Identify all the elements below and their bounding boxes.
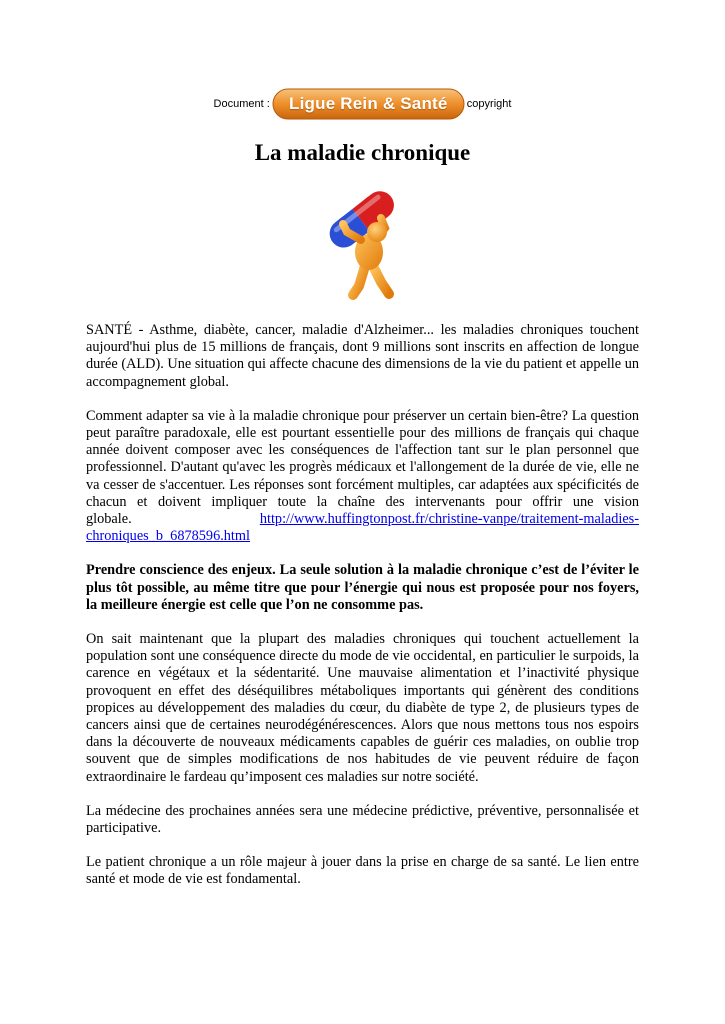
paragraph-key-point: Prendre conscience des enjeux. La seule solution à la maladie chronique c’est de l’éviter le plus tôt possible, au même titre que pour l’énergie qui nous est proposée pour nos foyers, la meilleure énergie est celle que l’on ne consomme pas.: [86, 562, 639, 613]
document-label: Document :: [213, 98, 270, 110]
paragraph-intro: SANTÉ - Asthme, diabète, cancer, maladie d'Alzheimer... les maladies chroniques touchent aujourd'hui plus de 15 millions de français, dont 9 millions sont inscrits en affection de longue durée (ALD). Une situation qui affecte chacune des dimensions de la vie du patient et appelle un accompagnement global.: [86, 322, 639, 390]
page-title: La maladie chronique: [254, 140, 471, 165]
paragraph-question-text: Comment adapter sa vie à la maladie chronique pour préserver un certain bien-être? La question peut paraître paradoxale, elle est pourtant essentielle pour des millions de français qui chaque année doivent composer avec les conséquences de l'affection tant sur le plan personnel que professionnel. D'autant qu'avec les progrès médicaux et l'allongement de la durée de vie, elle ne va cesser de s'accentuer. Les réponses sont forcément multiples, car adaptées aux spécificités de chacun et doivent impliquer toute la chaîne des intervenants pour offrir une vision globale.: [86, 407, 639, 528]
paragraph-patient-role: Le patient chronique a un rôle majeur à jouer dans la prise en charge de sa santé. Le lien entre santé et mode de vie est fondamental.: [86, 854, 639, 888]
copyright-label: copyright: [466, 98, 512, 110]
source-link[interactable]: http://www.huffingtonpost.fr/christine-vanpe/traitement-maladies-chroniques_b_6878596.html: [86, 511, 639, 545]
document-header: [0, 88, 725, 120]
ligue-rein-sante-logo: [272, 88, 465, 120]
paragraph-future-medicine: La médecine des prochaines années sera une médecine prédictive, préventive, personnalisée et participative.: [86, 802, 639, 837]
paragraph-lifestyle: On sait maintenant que la plupart des maladies chroniques qui touchent actuellement la population sont une conséquence directe du mode de vie occidental, en particulier le surpoids, la carence en végétaux et la sédentarité. Une mauvaise alimentation et l’inactivité physique provoquent en effet des déséquilibres métaboliques importants qui génèrent des conditions propices au développement des maladies du cœur, du diabète de type 2, de plusieurs types de cancers ainsi que de certaines neurodégénérescences. Alors que nous mettons tous nos espoirs dans la découverte de nouveaux médicaments capables de guérir ces maladies, on oublie trop souvent que de simples modifications de nos habitudes de vie peuvent réduire de façon extraordinaire le fardeau qu’imposent ces maladies sur notre société.: [86, 631, 639, 785]
paragraph-question: [86, 408, 639, 546]
article-body: [86, 322, 639, 906]
logo-text: Ligue Rein & Santé: [289, 94, 448, 113]
person-carrying-pill-icon: [303, 182, 423, 307]
